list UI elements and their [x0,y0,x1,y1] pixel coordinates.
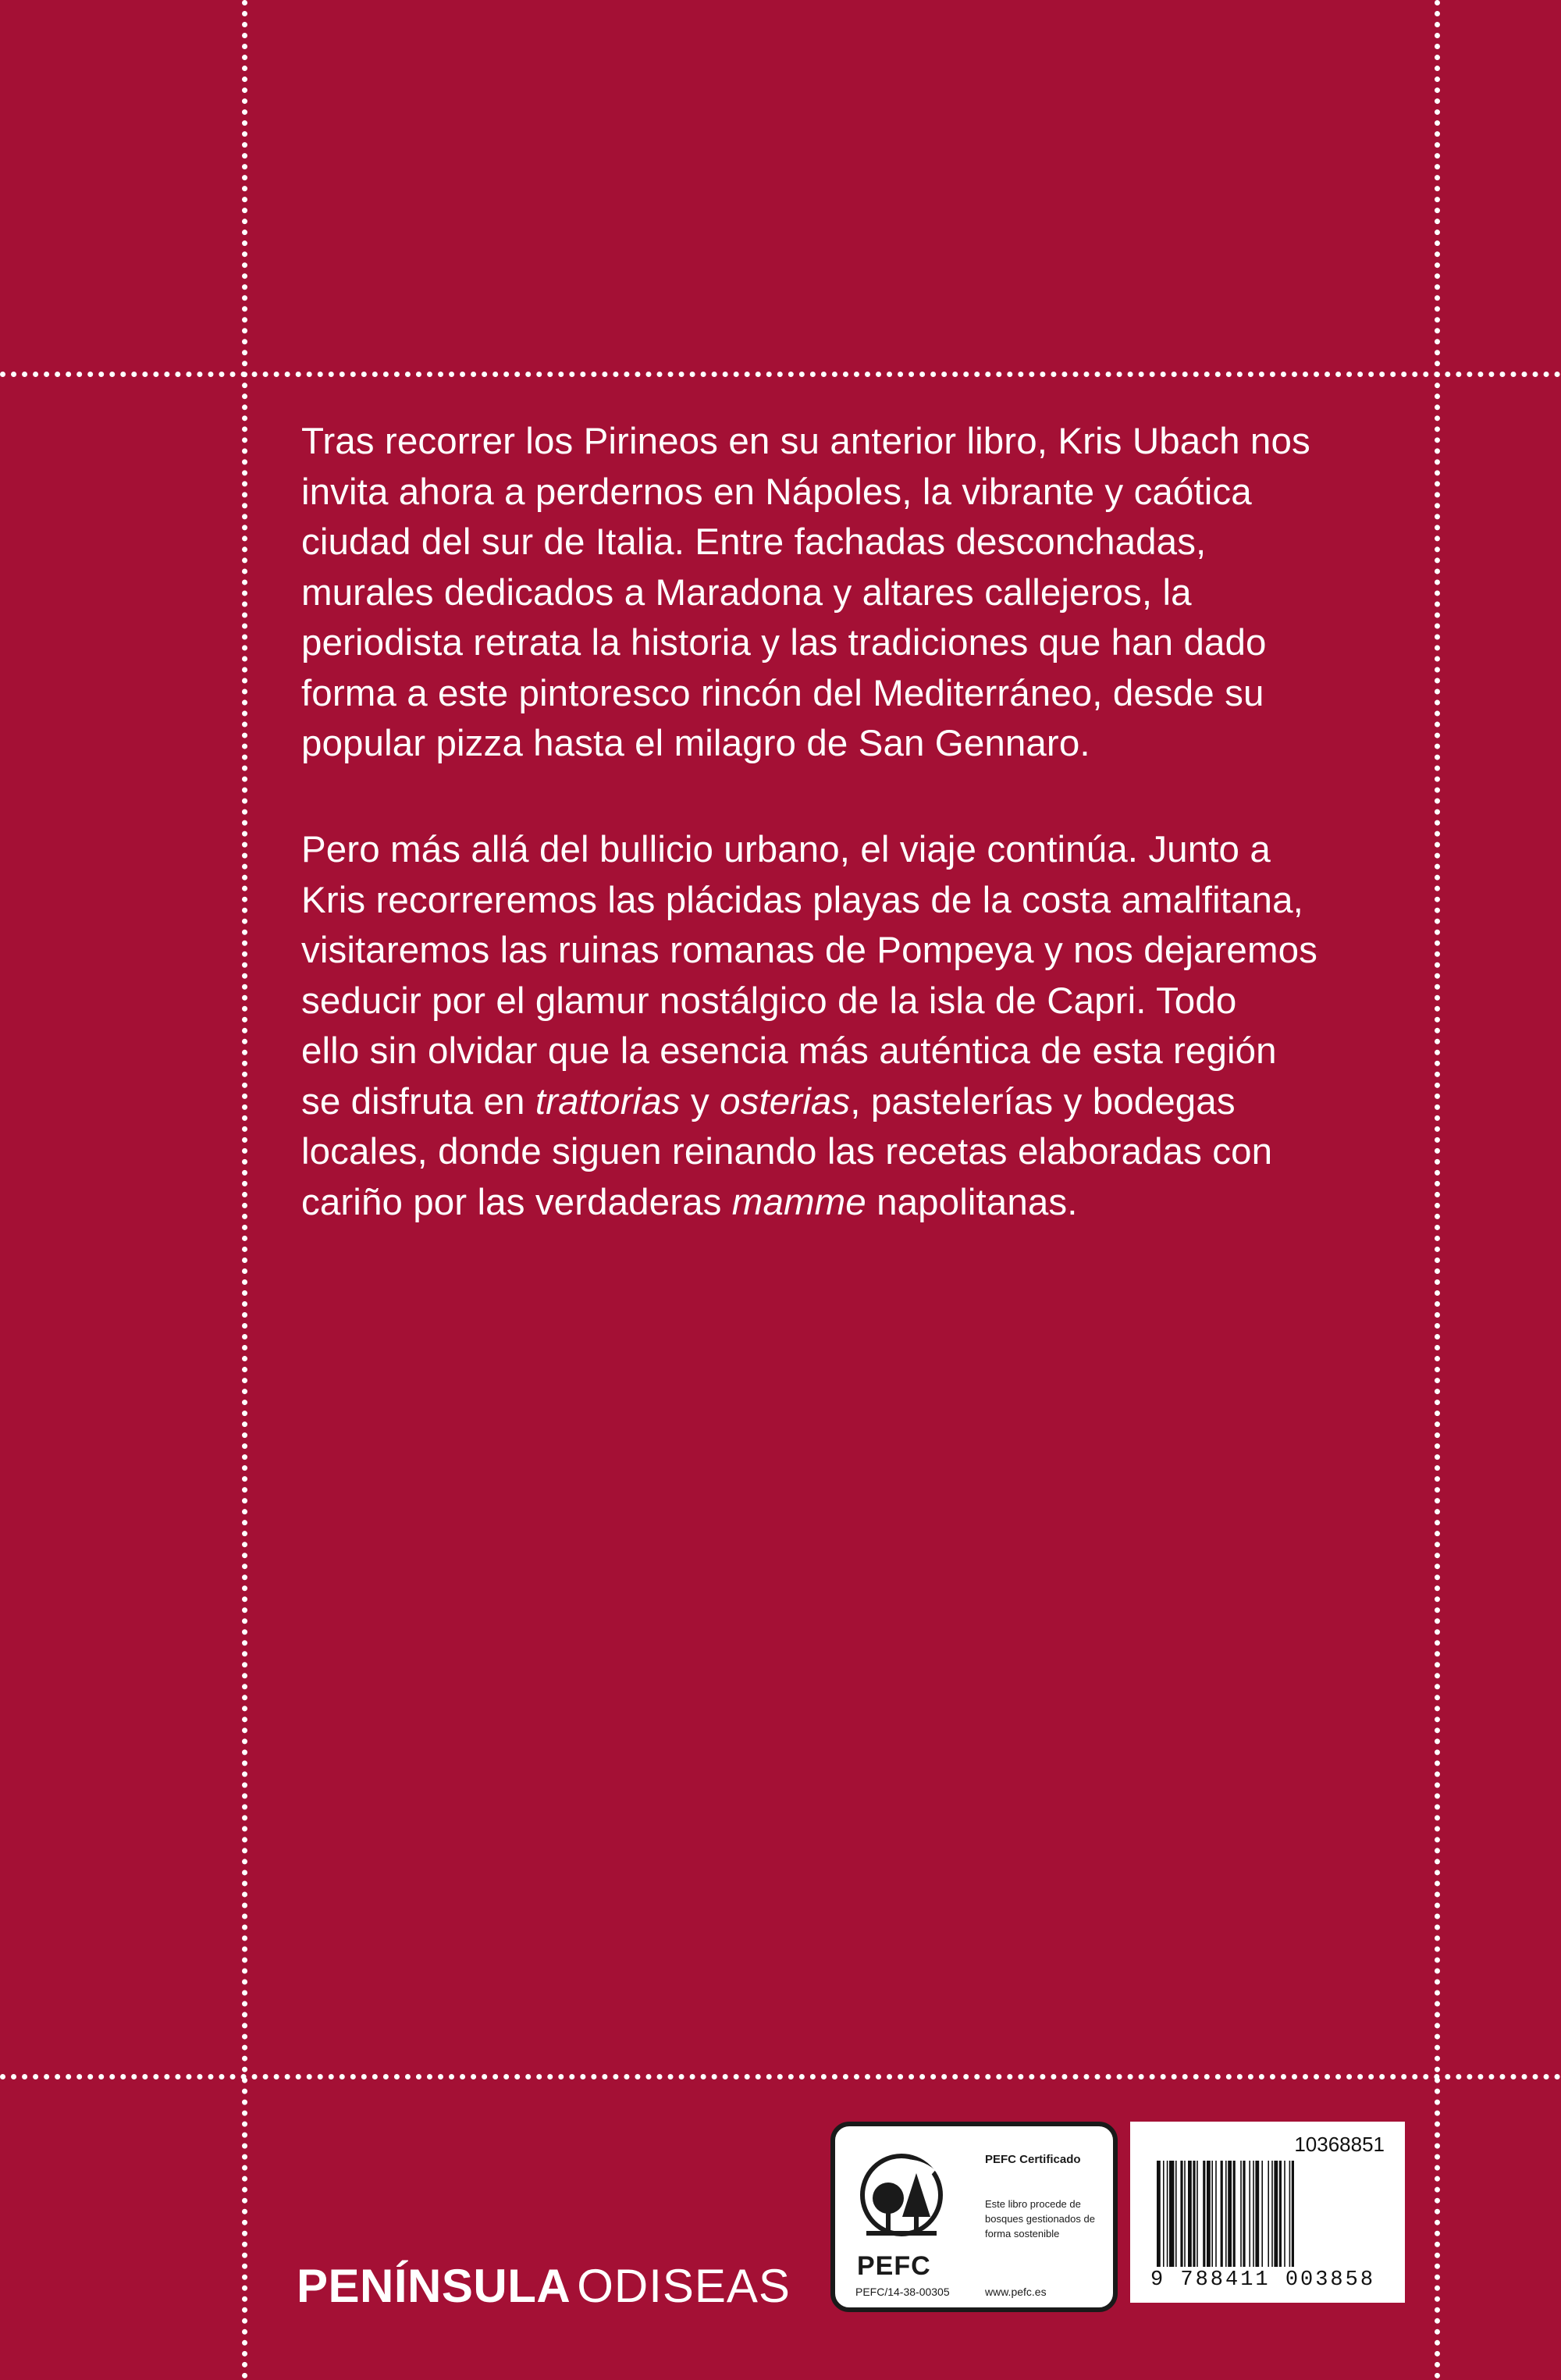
dotted-line-horizontal-bottom [0,2074,1561,2079]
barcode-bar [1175,2161,1177,2267]
barcode-bar [1289,2161,1291,2267]
blurb-italic-term: osterias [720,1080,851,1122]
publisher-logo [297,2261,791,2311]
blurb-line: invita ahora a perdernos en Nápoles, la vibrante y caótica [301,471,1252,513]
barcode-bar [1221,2161,1223,2267]
barcode-bar [1188,2161,1192,2267]
pefc-certification-box [830,2122,1118,2312]
blurb-text: napolitanas. [866,1181,1078,1223]
blurb-line: Pero más allá del bullicio urbano, el viaje continúa. Junto a [301,829,1271,870]
barcode-bar [1292,2161,1294,2267]
barcode-bar [1180,2161,1182,2267]
blurb-italic-term: mamme [731,1181,866,1223]
blurb-line: locales, donde siguen reinando las recetas elaboradas con [301,1131,1273,1172]
barcode-bar [1228,2161,1232,2267]
publisher-name: PENÍNSULA [297,2259,571,2312]
barcode-bar [1163,2161,1165,2267]
blurb-line [301,1178,1378,1229]
pefc-description: Este libro procede de bosques gestionados de forma sostenible [985,2198,1095,2239]
blurb-line: popular pizza hasta el milagro de San Gennaro. [301,723,1090,764]
pefc-trees-icon [859,2150,944,2251]
barcode-bar [1203,2161,1205,2267]
blurb-line [301,1077,1378,1128]
barcode-bar [1249,2161,1250,2267]
barcode-bar [1225,2161,1227,2267]
barcode-bar [1255,2161,1259,2267]
barcode-bar [1169,2161,1174,2267]
blurb-paragraph-2 [301,825,1378,1228]
barcode-bar [1197,2161,1198,2267]
barcode-bar [1261,2161,1263,2267]
blurb-line: periodista retrata la historia y las tradiciones que han dado [301,622,1267,663]
blurb-line: murales dedicados a Maradona y altares callejeros, la [301,571,1192,614]
blurb-text: y [680,1080,720,1122]
blurb-italic-term: trattorias [535,1080,681,1122]
barcode-icon [1157,2161,1383,2270]
dotted-line-horizontal-top [0,372,1561,377]
blurb-text: se disfruta en [301,1080,535,1122]
blurb-text: cariño por las verdaderas [301,1181,732,1223]
publisher-collection: ODISEAS [577,2259,791,2312]
blurb-line: forma a este pintoresco rincón del Mediterráneo, desde su [301,672,1264,714]
blurb-paragraph-1 [301,417,1378,770]
barcode-reference: 10368851 [1294,2133,1385,2156]
barcode-bar [1207,2161,1211,2267]
barcode-bar [1279,2161,1282,2267]
barcode-box [1130,2122,1405,2303]
blurb-text: , pastelerías y bodegas [850,1080,1236,1122]
barcode-bar [1215,2161,1217,2267]
barcode-bar [1284,2161,1285,2267]
pefc-title: PEFC Certificado [985,2153,1081,2166]
barcode-bar [1184,2161,1186,2267]
pefc-logo-text: PEFC [857,2251,931,2281]
pefc-url: www.pefc.es [985,2286,1047,2298]
barcode-bar [1240,2161,1242,2267]
barcode-bar [1268,2161,1269,2267]
blurb-line: Kris recorreremos las plácidas playas de la costa amalfitana, [301,879,1303,921]
barcode-bar [1193,2161,1195,2267]
barcode-bar [1243,2161,1245,2267]
blurb-line: seducir por el glamur nostálgico de la isla de Capri. Todo [301,980,1237,1022]
dotted-line-vertical-right [1435,0,1440,2380]
barcode-bar [1271,2161,1273,2267]
barcode-bar [1233,2161,1236,2267]
blurb-line: Tras recorrer los Pirineos en su anterior libro, Kris Ubach nos [301,421,1310,462]
barcode-bar [1167,2161,1168,2267]
barcode-bar [1274,2161,1278,2267]
blurb-line: visitaremos las ruinas romanas de Pompeya y nos dejaremos [301,930,1317,971]
barcode-bar [1157,2161,1161,2267]
pefc-code: PEFC/14-38-00305 [855,2286,950,2298]
barcode-bar [1211,2161,1213,2267]
dotted-line-vertical-left [242,0,247,2380]
blurb-line: ello sin olvidar que la esencia más auténtica de esta región [301,1030,1277,1072]
barcode-bar [1253,2161,1254,2267]
isbn-number: 9 788411 003858 [1150,2268,1376,2292]
blurb-line: ciudad del sur de Italia. Entre fachadas desconchadas, [301,521,1207,563]
